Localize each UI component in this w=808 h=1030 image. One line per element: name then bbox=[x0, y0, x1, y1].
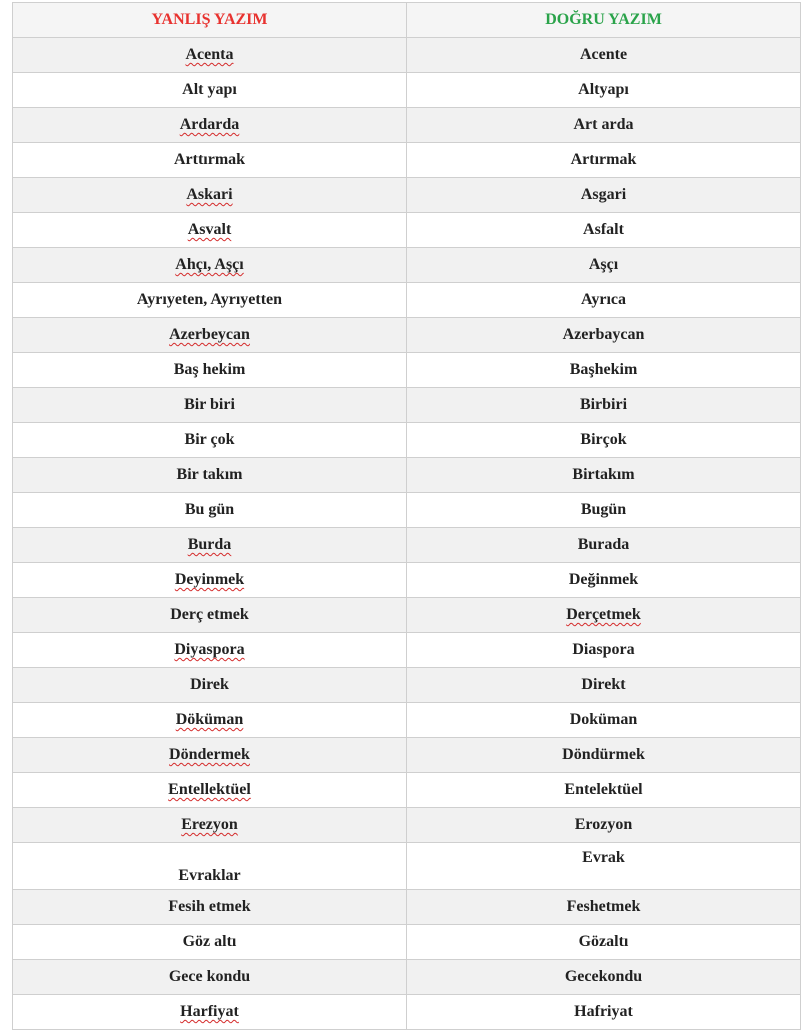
correct-cell bbox=[407, 73, 801, 108]
wrong-text: Ayrıyeten, Ayrıyetten bbox=[136, 291, 283, 308]
wrong-text: Gece kondu bbox=[168, 968, 251, 985]
wrong-text: Diyaspora bbox=[174, 641, 245, 658]
wrong-cell bbox=[13, 528, 407, 563]
correct-cell bbox=[407, 283, 801, 318]
table-row bbox=[13, 703, 801, 738]
table-row bbox=[13, 213, 801, 248]
correct-text: Diaspora bbox=[572, 641, 635, 658]
correct-cell bbox=[407, 388, 801, 423]
table-row bbox=[13, 668, 801, 703]
table-row bbox=[13, 598, 801, 633]
correct-text: Burada bbox=[577, 536, 630, 553]
correct-cell bbox=[407, 960, 801, 995]
correct-text: Gözaltı bbox=[578, 933, 629, 950]
correct-cell bbox=[407, 423, 801, 458]
correct-text: Art arda bbox=[573, 116, 634, 133]
wrong-cell bbox=[13, 73, 407, 108]
wrong-cell bbox=[13, 808, 407, 843]
wrong-cell bbox=[13, 108, 407, 143]
correct-cell bbox=[407, 738, 801, 773]
correct-text: Entelektüel bbox=[564, 781, 643, 798]
correct-text: Değinmek bbox=[568, 571, 639, 588]
table-row bbox=[13, 73, 801, 108]
correct-text: Altyapı bbox=[578, 81, 629, 98]
wrong-text: Deyinmek bbox=[174, 571, 245, 588]
wrong-cell bbox=[13, 843, 407, 890]
wrong-text: Döküman bbox=[175, 711, 244, 728]
spelling-table bbox=[12, 2, 801, 1030]
correct-cell bbox=[407, 353, 801, 388]
wrong-text: Baş hekim bbox=[173, 361, 246, 378]
wrong-cell bbox=[13, 773, 407, 808]
table-header-row bbox=[13, 3, 801, 38]
correct-cell bbox=[407, 668, 801, 703]
wrong-text: Acenta bbox=[185, 46, 234, 63]
correct-cell bbox=[407, 890, 801, 925]
wrong-cell bbox=[13, 960, 407, 995]
correct-text: Bugün bbox=[580, 501, 627, 518]
table-row bbox=[13, 318, 801, 353]
wrong-cell bbox=[13, 353, 407, 388]
correct-cell bbox=[407, 318, 801, 353]
header-wrong-spelling: YANLIŞ YAZIM bbox=[13, 3, 407, 38]
wrong-cell bbox=[13, 668, 407, 703]
wrong-text: Bu gün bbox=[184, 501, 235, 518]
wrong-text: Azerbeycan bbox=[169, 326, 250, 343]
wrong-text: Arttırmak bbox=[173, 151, 246, 168]
wrong-cell bbox=[13, 423, 407, 458]
table-row bbox=[13, 925, 801, 960]
wrong-cell bbox=[13, 563, 407, 598]
correct-text: Derçetmek bbox=[566, 606, 641, 623]
correct-text: Azerbaycan bbox=[562, 326, 645, 343]
wrong-text: Bir biri bbox=[184, 396, 235, 413]
table-row bbox=[13, 38, 801, 73]
table-row bbox=[13, 143, 801, 178]
correct-text: Birbiri bbox=[579, 396, 628, 413]
wrong-text: Askari bbox=[186, 186, 233, 203]
wrong-text: Göz altı bbox=[182, 933, 237, 950]
wrong-cell bbox=[13, 995, 407, 1030]
wrong-cell bbox=[13, 143, 407, 178]
table-row bbox=[13, 423, 801, 458]
wrong-text: Derç etmek bbox=[170, 606, 249, 623]
correct-text: Artırmak bbox=[570, 151, 637, 168]
table-row bbox=[13, 178, 801, 213]
correct-cell bbox=[407, 703, 801, 738]
wrong-text: Direk bbox=[190, 676, 229, 693]
table-row bbox=[13, 388, 801, 423]
correct-text: Hafriyat bbox=[574, 1003, 633, 1020]
table-row bbox=[13, 108, 801, 143]
wrong-cell bbox=[13, 633, 407, 668]
table-row bbox=[13, 808, 801, 843]
correct-cell bbox=[407, 493, 801, 528]
wrong-cell bbox=[13, 458, 407, 493]
correct-cell bbox=[407, 563, 801, 598]
wrong-text: Döndermek bbox=[169, 746, 250, 763]
wrong-cell bbox=[13, 925, 407, 960]
table-row bbox=[13, 843, 801, 890]
wrong-text: Bir çok bbox=[184, 431, 235, 448]
correct-cell bbox=[407, 143, 801, 178]
correct-text: Evrak bbox=[582, 849, 625, 866]
wrong-cell bbox=[13, 178, 407, 213]
table-row bbox=[13, 890, 801, 925]
wrong-cell bbox=[13, 738, 407, 773]
correct-cell bbox=[407, 843, 801, 890]
correct-text: Ayrıca bbox=[580, 291, 626, 308]
correct-cell bbox=[407, 808, 801, 843]
correct-text: Birtakım bbox=[572, 466, 635, 483]
correct-cell bbox=[407, 925, 801, 960]
correct-cell bbox=[407, 458, 801, 493]
table-row bbox=[13, 563, 801, 598]
correct-cell bbox=[407, 178, 801, 213]
correct-cell bbox=[407, 995, 801, 1030]
wrong-cell bbox=[13, 890, 407, 925]
table-row bbox=[13, 458, 801, 493]
wrong-text: Harfiyat bbox=[180, 1003, 239, 1020]
correct-cell bbox=[407, 773, 801, 808]
wrong-text: Ahçı, Aşçı bbox=[175, 256, 244, 273]
correct-cell bbox=[407, 108, 801, 143]
table-row bbox=[13, 738, 801, 773]
spelling-table-container bbox=[12, 2, 800, 1030]
table-row bbox=[13, 773, 801, 808]
correct-text: Gecekondu bbox=[564, 968, 643, 985]
table-row bbox=[13, 283, 801, 318]
correct-cell bbox=[407, 38, 801, 73]
wrong-text: Erezyon bbox=[181, 816, 238, 833]
table-row bbox=[13, 353, 801, 388]
wrong-text: Alt yapı bbox=[182, 81, 237, 98]
table-row bbox=[13, 493, 801, 528]
wrong-text: Ardarda bbox=[179, 116, 240, 133]
correct-text: Asfalt bbox=[583, 221, 624, 238]
wrong-cell bbox=[13, 703, 407, 738]
correct-text: Doküman bbox=[569, 711, 638, 728]
correct-text: Feshetmek bbox=[566, 898, 641, 915]
header-correct-spelling: DOĞRU YAZIM bbox=[407, 3, 801, 38]
wrong-text: Bir takım bbox=[176, 466, 243, 483]
wrong-cell bbox=[13, 388, 407, 423]
wrong-cell bbox=[13, 38, 407, 73]
correct-text: Döndürmek bbox=[562, 746, 645, 763]
wrong-cell bbox=[13, 493, 407, 528]
wrong-text: Burda bbox=[187, 536, 232, 553]
correct-text: Aşçı bbox=[588, 256, 619, 273]
table-row bbox=[13, 995, 801, 1030]
wrong-text: Asvalt bbox=[187, 221, 232, 238]
correct-cell bbox=[407, 248, 801, 283]
correct-cell bbox=[407, 633, 801, 668]
correct-text: Erozyon bbox=[574, 816, 633, 833]
wrong-cell bbox=[13, 283, 407, 318]
wrong-cell bbox=[13, 213, 407, 248]
wrong-text: Fesih etmek bbox=[168, 898, 251, 915]
table-row bbox=[13, 248, 801, 283]
correct-text: Birçok bbox=[580, 431, 627, 448]
table-row bbox=[13, 528, 801, 563]
wrong-cell bbox=[13, 318, 407, 353]
wrong-cell bbox=[13, 248, 407, 283]
correct-text: Direkt bbox=[581, 676, 626, 693]
table-row bbox=[13, 633, 801, 668]
correct-text: Başhekim bbox=[569, 361, 638, 378]
correct-cell bbox=[407, 213, 801, 248]
correct-text: Acente bbox=[579, 46, 628, 63]
correct-cell bbox=[407, 528, 801, 563]
wrong-text: Entellektüel bbox=[168, 781, 251, 798]
table-row bbox=[13, 960, 801, 995]
wrong-cell bbox=[13, 598, 407, 633]
correct-text: Asgari bbox=[580, 186, 627, 203]
correct-cell bbox=[407, 598, 801, 633]
wrong-text: Evraklar bbox=[178, 867, 241, 884]
